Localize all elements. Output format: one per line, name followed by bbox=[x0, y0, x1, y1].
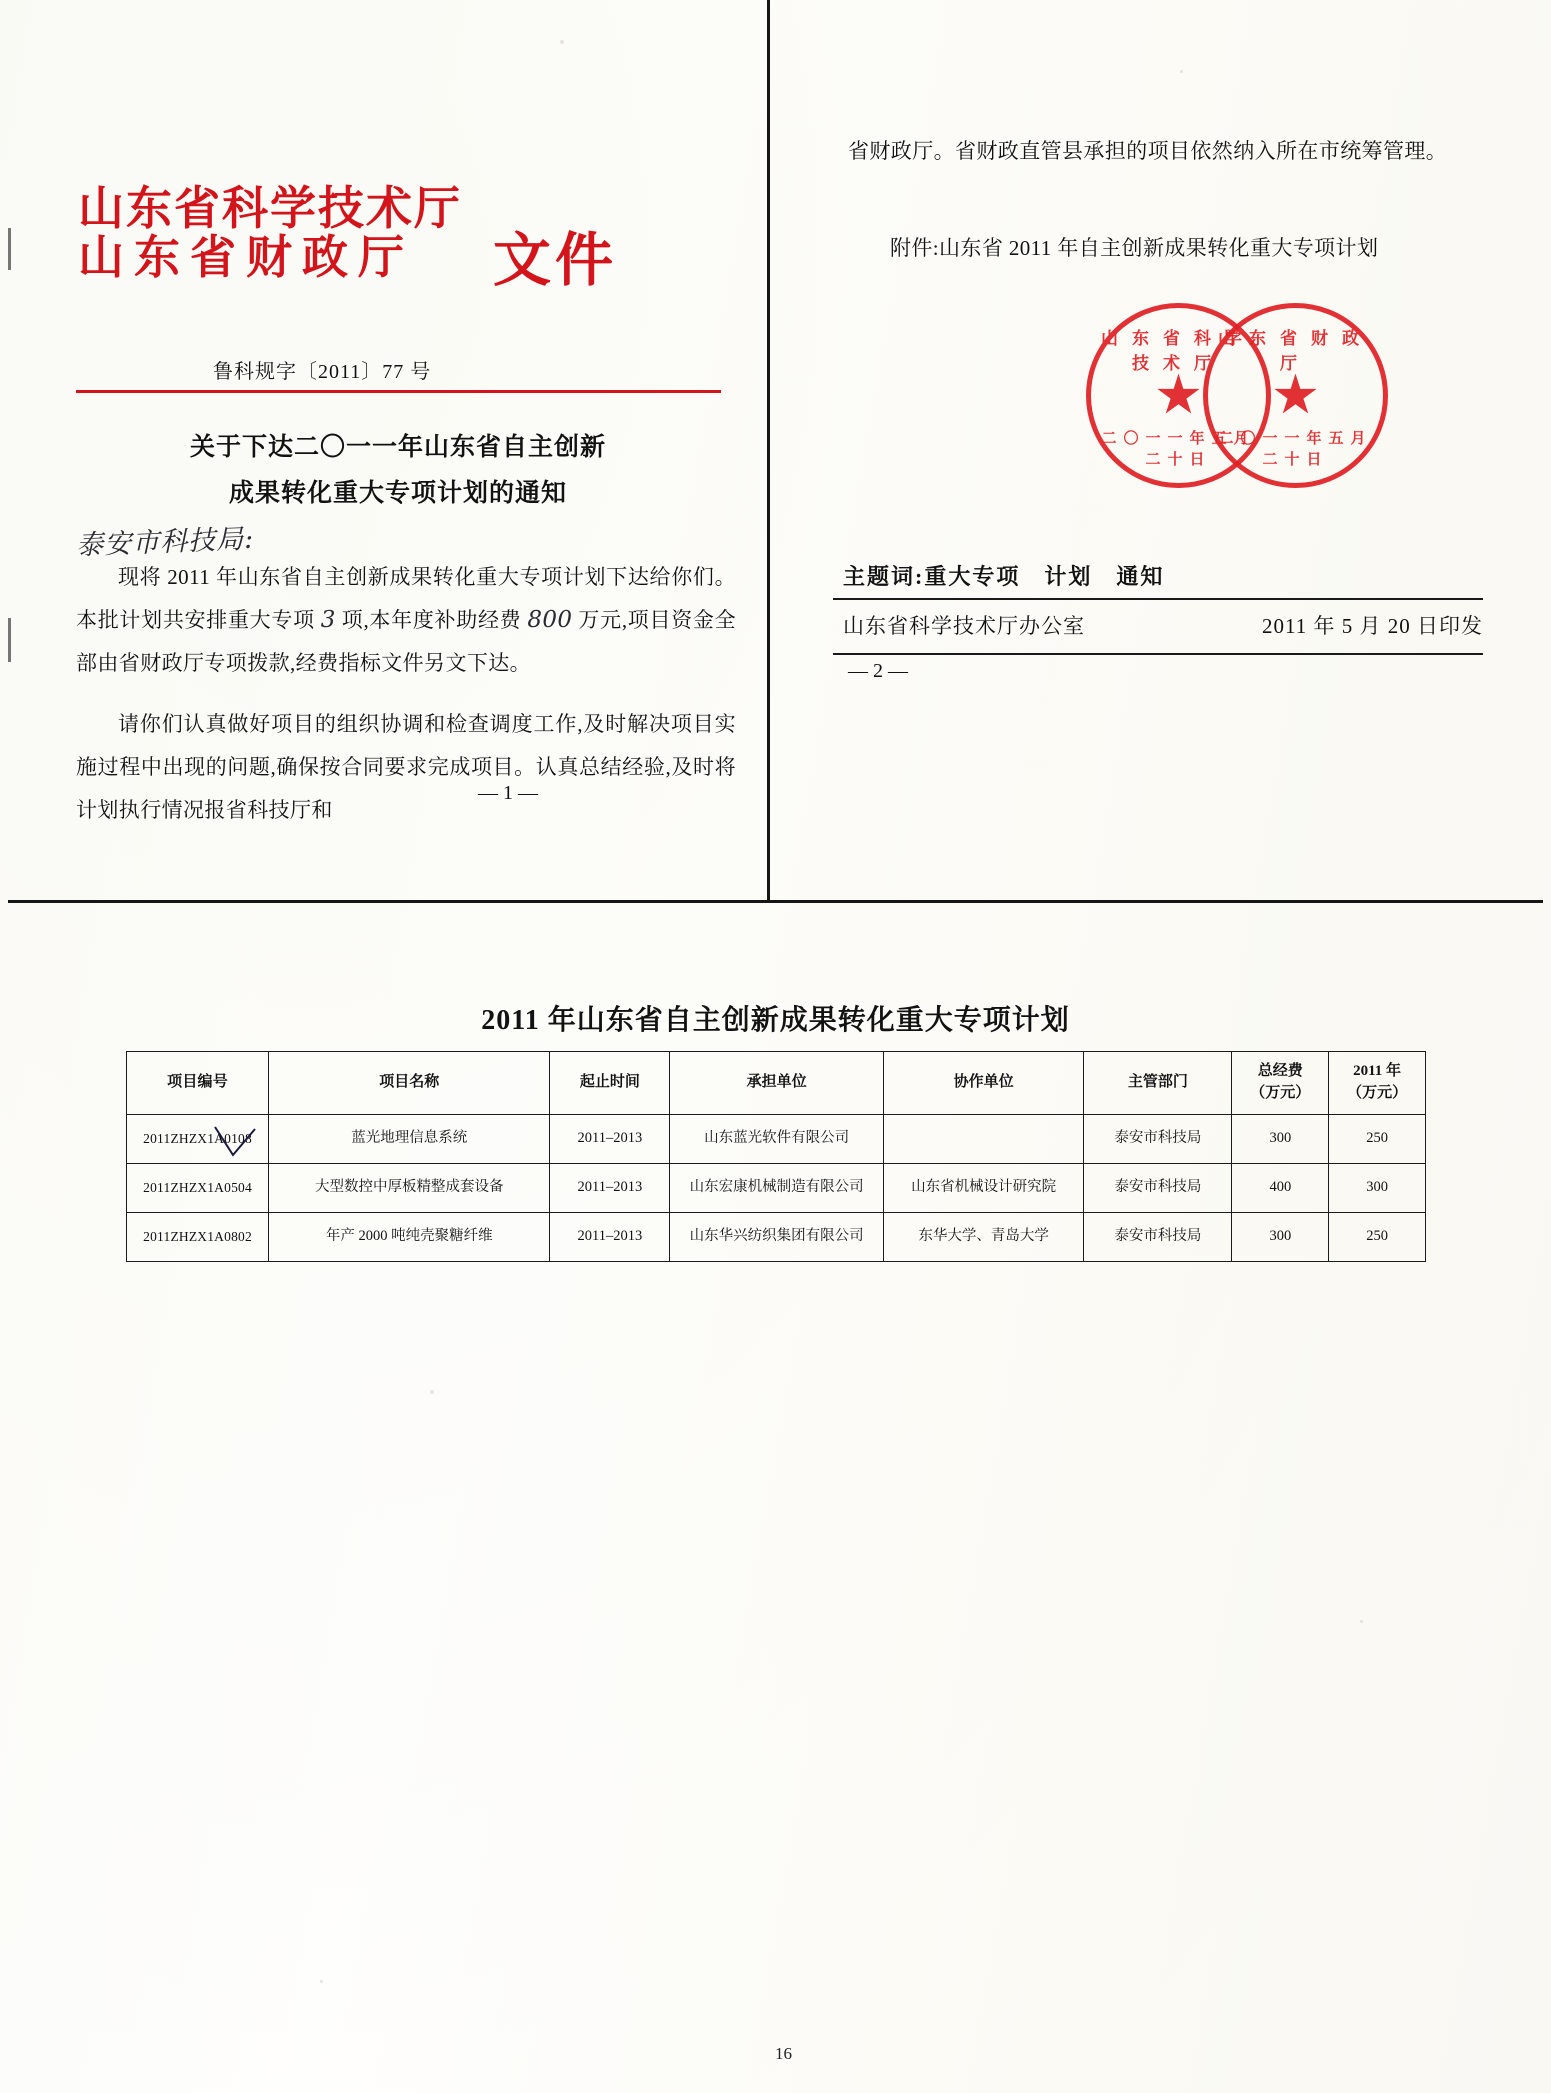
column-header-name-label: 项目名称 bbox=[379, 1074, 440, 1091]
column-header-dept bbox=[1084, 1052, 1232, 1115]
column-header-year-label: 2011 年 bbox=[1353, 1063, 1402, 1080]
attachment-title: 2011 年山东省自主创新成果转化重大专项计划 bbox=[481, 1005, 1070, 1036]
red-divider-rule bbox=[76, 390, 721, 393]
document-title-line-1: 关于下达二〇一一年山东省自主创新 bbox=[189, 434, 606, 461]
subject-keywords-line bbox=[843, 560, 1164, 591]
paragraph-1-part-3: 万元,项目资金全部由省财政厅专项拨款,经费指标文件另文下达。 bbox=[76, 608, 737, 675]
project-plan-table bbox=[126, 1051, 1426, 1262]
column-header-coop-label: 协作单位 bbox=[953, 1074, 1014, 1091]
seal-left-arc-top: 山东省科学技术厅 bbox=[1101, 329, 1256, 373]
addressee-handwritten: 泰安市科技局: bbox=[75, 523, 255, 562]
cell-code: 2011ZHZX1A0802 bbox=[127, 1213, 269, 1262]
table-header bbox=[127, 1052, 1426, 1115]
cell-coop: 山东省机械设计研究院 bbox=[883, 1164, 1084, 1213]
cell-name: 大型数控中厚板精整成套设备 bbox=[269, 1164, 550, 1213]
cell-code: 2011ZHZX1A0108 bbox=[127, 1115, 269, 1164]
footer-rule-bottom bbox=[833, 653, 1483, 655]
table-row bbox=[127, 1115, 1426, 1164]
cell-period: 2011–2013 bbox=[550, 1213, 670, 1262]
body-paragraph-1 bbox=[76, 556, 736, 685]
issuer-row bbox=[843, 610, 1483, 640]
cell-code: 2011ZHZX1A0504 bbox=[127, 1164, 269, 1213]
column-header-dept-label: 主管部门 bbox=[1127, 1074, 1188, 1091]
seal-right-arc-top: 山东省财政厅 bbox=[1218, 329, 1373, 373]
column-header-total-label: 总经费 bbox=[1257, 1063, 1303, 1080]
cell-total: 400 bbox=[1232, 1164, 1329, 1213]
document-title bbox=[68, 425, 728, 518]
attachment-line: 附件:山东省 2011 年自主创新成果转化重大专项计划 bbox=[890, 236, 1379, 260]
subject-label: 主题词: bbox=[843, 564, 925, 589]
table-body bbox=[127, 1115, 1426, 1262]
cell-year: 250 bbox=[1329, 1213, 1426, 1262]
seal-right-arc-bottom: 二〇一一年五月二十日 bbox=[1218, 431, 1373, 468]
cell-dept: 泰安市科技局 bbox=[1084, 1164, 1232, 1213]
column-header-coop bbox=[883, 1052, 1084, 1115]
issuer-office: 山东省科学技术厅办公室 bbox=[843, 614, 1085, 638]
column-header-name bbox=[269, 1052, 550, 1115]
handwritten-project-count: 3 bbox=[320, 607, 336, 633]
letterhead-wenjian: 文件 bbox=[493, 228, 618, 293]
cell-dept: 泰安市科技局 bbox=[1084, 1115, 1232, 1164]
cell-period: 2011–2013 bbox=[550, 1164, 670, 1213]
footer-rule-top bbox=[833, 598, 1483, 600]
column-header-period bbox=[550, 1052, 670, 1115]
document-number: 鲁科规字〔2011〕77 号 bbox=[213, 361, 432, 383]
document-spread bbox=[8, 0, 1543, 903]
cell-coop: 东华大学、青岛大学 bbox=[883, 1213, 1084, 1262]
cell-unit: 山东宏康机械制造有限公司 bbox=[670, 1164, 883, 1213]
column-header-year bbox=[1329, 1052, 1426, 1115]
cell-dept: 泰安市科技局 bbox=[1084, 1213, 1232, 1262]
handwritten-funding-amount: 800 bbox=[527, 607, 573, 633]
column-header-period-label: 起止时间 bbox=[579, 1074, 640, 1091]
cell-year: 300 bbox=[1329, 1164, 1426, 1213]
seal-left-arc-bottom: 二〇一一年五月二十日 bbox=[1101, 431, 1256, 468]
cell-period: 2011–2013 bbox=[550, 1115, 670, 1164]
column-header-code bbox=[127, 1052, 269, 1115]
table-header-row bbox=[127, 1052, 1426, 1115]
cell-year: 250 bbox=[1329, 1115, 1426, 1164]
cell-unit: 山东蓝光软件有限公司 bbox=[670, 1115, 883, 1164]
paragraph-1-part-2: 项,本年度补助经费 bbox=[341, 608, 522, 632]
subject-keywords: 重大专项 计划 通知 bbox=[924, 564, 1165, 589]
body-text bbox=[76, 556, 736, 832]
column-header-total bbox=[1232, 1052, 1329, 1115]
table-row bbox=[127, 1164, 1426, 1213]
column-header-total-unit: （万元） bbox=[1250, 1085, 1311, 1101]
document-title-line-2: 成果转化重大专项计划的通知 bbox=[228, 480, 567, 508]
paragraph-1-part-1: 现将 2011 年山东省自主创新成果转化重大专项计划下达给你们。本批计划共安排重大专项 bbox=[76, 565, 736, 632]
column-header-year-unit: （万元） bbox=[1347, 1085, 1408, 1101]
table-row bbox=[127, 1213, 1426, 1262]
cell-name: 蓝光地理信息系统 bbox=[269, 1115, 550, 1164]
page-number-1: — 1 — bbox=[478, 782, 538, 804]
attachment-page bbox=[8, 903, 1543, 2088]
cell-name: 年产 2000 吨纯壳聚糖纤维 bbox=[269, 1213, 550, 1262]
body-paragraph-2: 请你们认真做好项目的组织协调和检查调度工作,及时解决项目实施过程中出现的问题,确保按合同要求完成项目。认真总结经验,及时将计划执行情况报省科技厅和 bbox=[76, 712, 736, 822]
column-header-code-label: 项目编号 bbox=[167, 1074, 228, 1091]
cell-coop bbox=[883, 1115, 1084, 1164]
letterhead-line-2: 山东省财政厅 bbox=[78, 231, 414, 283]
page-number-2: — 2 — bbox=[848, 660, 908, 682]
letterhead bbox=[78, 183, 718, 293]
folio-number: 16 bbox=[775, 2044, 792, 2063]
column-header-unit bbox=[670, 1052, 883, 1115]
issue-date: 2011 年 5 月 20 日印发 bbox=[1262, 614, 1483, 638]
column-header-unit-label: 承担单位 bbox=[746, 1074, 807, 1091]
document-page-1 bbox=[8, 0, 770, 900]
body-paragraph-3-wrap bbox=[848, 130, 1468, 173]
letterhead-line-1: 山东省科学技术厅 bbox=[78, 183, 462, 234]
cell-total: 300 bbox=[1232, 1115, 1329, 1164]
body-paragraph-3: 省财政厅。省财政直管县承担的项目依然纳入所在市统筹管理。 bbox=[848, 139, 1448, 163]
official-seal-finance bbox=[1203, 303, 1388, 488]
cell-unit: 山东华兴纺织集团有限公司 bbox=[670, 1213, 883, 1262]
cell-total: 300 bbox=[1232, 1213, 1329, 1262]
